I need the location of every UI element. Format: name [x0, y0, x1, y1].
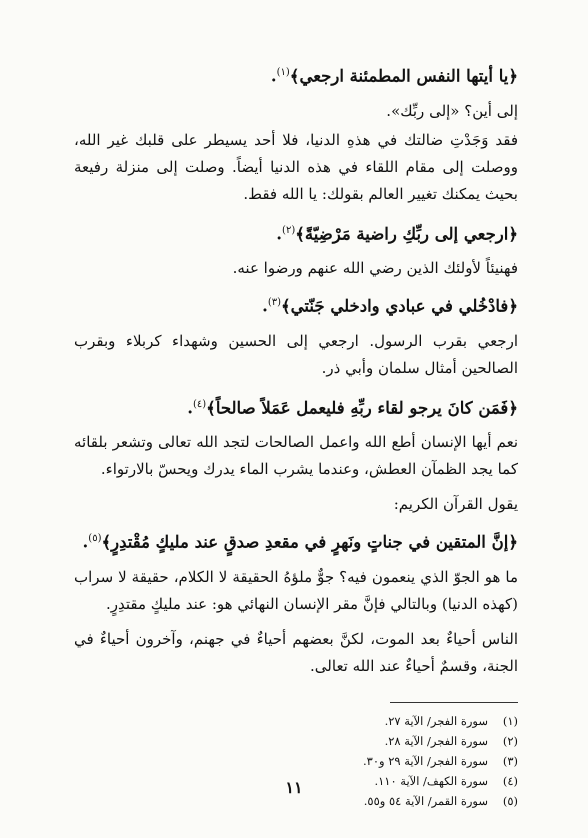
verse-text: ﴿ارجعي إلى ربِّكِ راضية مَرْضِيّةً﴾: [295, 224, 518, 243]
verse-text: ﴿إنَّ المتقين في جناتٍ ونَهرٍ في مقعدِ صدقٍ عند مليكٍ مُقْتدِرٍ﴾: [101, 532, 518, 552]
footnote-item: [74, 731, 518, 751]
footnote-number: (٣): [502, 753, 518, 768]
footnote-ref: (٥): [88, 533, 102, 544]
footnote-text: سورة الفجر/ الآية ٢٨.: [384, 733, 488, 748]
verse-text: ﴿فادْخُلي في عبادي وادخلي جَنّتي﴾: [281, 296, 518, 316]
paragraph: نعم أيها الإنسان أطع الله واعمل الصالحات لتجد الله تعالى وتشعر بلقائه كما يجد الظمآن العطش، وعندما يشرب الماء يدرك ويحسّ بالارتواء.: [74, 433, 518, 478]
footnote-ref: (٤): [192, 398, 207, 410]
footnote-item: [74, 711, 518, 731]
page-body: [74, 58, 518, 811]
paragraph: الناس أحياءٌ بعد الموت، لكنَّ بعضهم أحياءٌ في جهنم، وآخرون أحياءٌ في الجنة، وقسمٌ أحياءٌ عند الله تعالى.: [74, 629, 518, 675]
page-number: ١١: [285, 778, 303, 797]
footnote-ref: (٣): [267, 297, 282, 308]
footnote-ref: (٢): [282, 224, 296, 236]
footnote-number: (٢): [502, 733, 518, 748]
verse-text: ﴿فَمَن كانَ يرجو لقاء ربِّهِ فليعمل عَمَلاً صالحاً﴾: [206, 398, 518, 417]
footnote-number: (٥): [502, 793, 518, 808]
paragraph: فهنيئاً لأولئك الذين رضي الله عنهم ورضوا عنه.: [232, 259, 518, 277]
paragraph: ما هو الجوّ الذي ينعمون فيه؟ جوٌّ ملؤهُ الحقيقة لا الكلام، حقيقة لا سراب (كهذه الدنيا) وبالتالي فإنَّ مقر الإنسان النهائي هو: عند مليكٍ مقتدِرٍ.: [74, 567, 518, 613]
quran-verse-3: ﴿فادْخُلي في عبادي وادخلي جَنّتي﴾$^{(٣)}$.: [262, 296, 518, 316]
footnote-item: [74, 751, 518, 771]
footnote-text: سورة الفجر/ الآية ٢٧.: [384, 713, 488, 728]
footnote-text: سورة الفجر/ الآية ٢٩ و٣٠.: [363, 753, 488, 768]
verse-text: ﴿يا أيتها النفس المطمئنة ارجعي﴾: [289, 66, 518, 86]
footnote-ref: (١): [276, 67, 290, 78]
footnote-divider: [390, 702, 518, 703]
quran-verse-1: ﴿يا أيتها النفس المطمئنة ارجعي﴾$^{(١)}$.: [270, 66, 518, 86]
quran-verse-2: ﴿ارجعي إلى ربِّكِ راضية مَرْضِيّةً﴾$^{(٢)}$.: [276, 224, 518, 243]
paragraph: يقول القرآن الكريم:: [393, 495, 518, 513]
footnote-number: (١): [502, 713, 518, 728]
footnote-text: سورة القمر/ الآية ٥٤ و٥٥.: [363, 793, 488, 808]
paragraph: ارجعي بقرب الرسول. ارجعي إلى الحسين وشهداء كربلاء وبقرب الصالحين أمثال سلمان وأبي ذر.: [74, 331, 518, 377]
paragraph: إلى أين؟ «إلى ربِّك».: [386, 101, 518, 120]
quran-verse-4: ﴿فَمَن كانَ يرجو لقاء ربِّهِ فليعمل عَمَلاً صالحاً﴾$^{(٤)}$.: [187, 398, 518, 417]
footnote-text: سورة الكهف/ الآية ١١٠.: [374, 773, 488, 788]
paragraph: فقد وَجَدْتِ ضالتك في هذهِ الدنيا، فلا أحد يسيطر على قلبك غير الله، ووصلت إلى مقام اللقاء في هذه الدنيا أيضاً. وصلت إلى منزلة رفيعة بحيث يمكنك تغيير العالم بقولك: يا الله فقط.: [74, 130, 518, 203]
quran-verse-5: ﴿إنَّ المتقين في جناتٍ ونَهرٍ في مقعدِ صدقٍ عند مليكٍ مُقْتدِرٍ﴾$^{(٥)}$.: [82, 532, 518, 552]
footnote-number: (٤): [502, 773, 518, 788]
